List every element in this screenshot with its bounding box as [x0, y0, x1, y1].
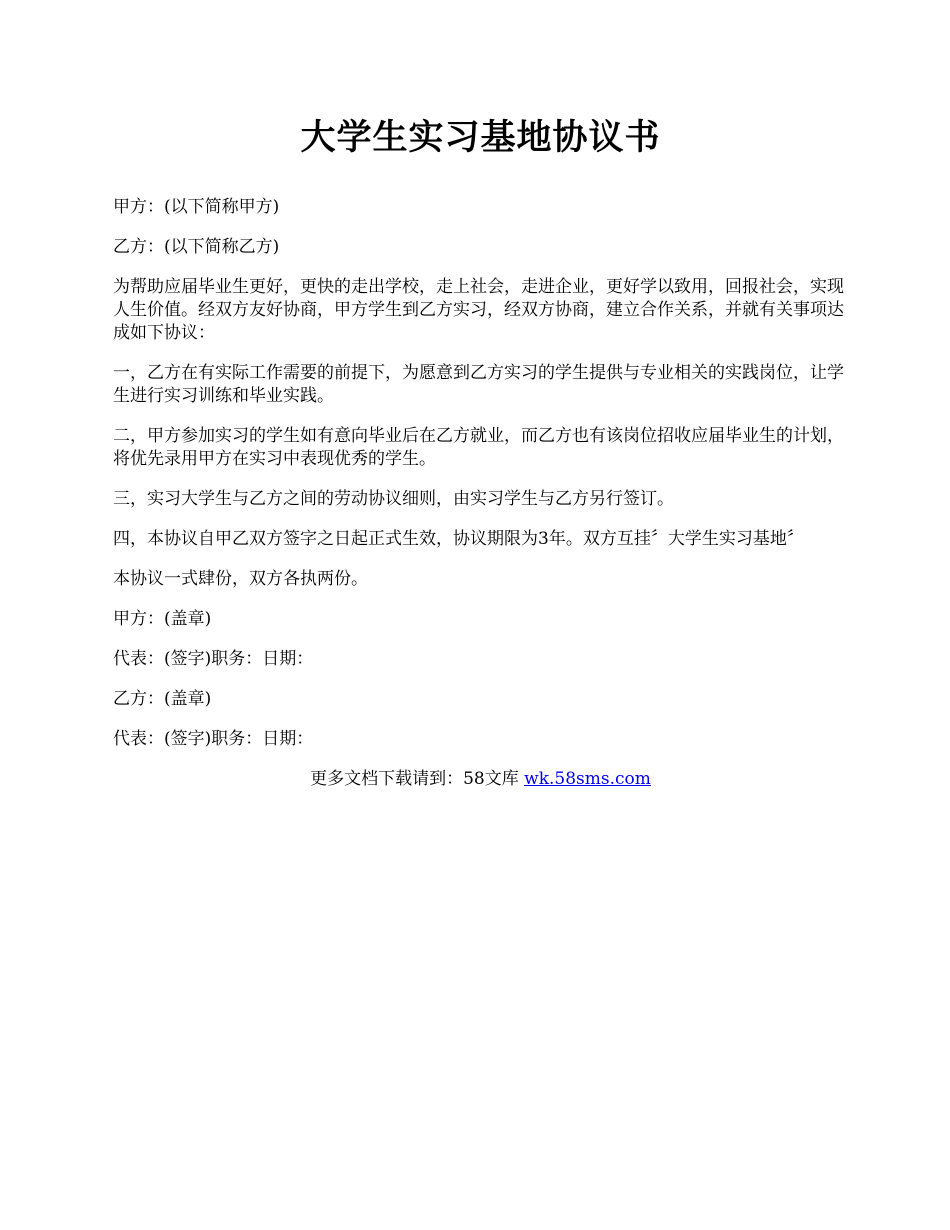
document-title: 大学生实习基地协议书 — [300, 117, 661, 158]
clause-4: 四，本协议自甲乙双方签字之日起正式生效，协议期限为3年。双方互挂〞大学生实习基地〞 — [113, 529, 804, 549]
footer-note — [113, 768, 848, 791]
clause-1: 一，乙方在有实际工作需要的前提下，为愿意到乙方实习的学生提供与专业相关的实践岗位，让学生进行实习训练和毕业实践。 — [113, 363, 844, 406]
footer-link[interactable]: wk.58sms.com — [524, 769, 651, 789]
party-b-signature-line: 代表：(签字)职务：日期： — [113, 729, 314, 749]
footer-text: 更多文档下载请到：58文库 — [310, 769, 525, 789]
preamble-paragraph: 为帮助应届毕业生更好，更快的走出学校，走上社会，走进企业，更好学以致用，回报社会，实现人生价值。经双方友好协商，甲方学生到乙方实习，经双方协商，建立合作关系，并就有关事项达成如下协议： — [113, 277, 844, 343]
party-a-seal: 甲方：(盖章) — [113, 609, 212, 629]
document-page — [113, 108, 848, 791]
clause-3: 三，实习大学生与乙方之间的劳动协议细则，由实习学生与乙方另行签订。 — [113, 489, 674, 509]
party-a-signature-line: 代表：(签字)职务：日期： — [113, 649, 314, 669]
copies-statement: 本协议一式肆份，双方各执两份。 — [113, 569, 368, 589]
party-b-seal: 乙方：(盖章) — [113, 689, 212, 709]
clause-2: 二，甲方参加实习的学生如有意向毕业后在乙方就业，而乙方也有该岗位招收应届毕业生的计划，将优先录用甲方在实习中表现优秀的学生。 — [113, 426, 844, 469]
party-b-line: 乙方：(以下简称乙方) — [113, 237, 280, 257]
party-a-line: 甲方：(以下简称甲方) — [113, 197, 280, 217]
